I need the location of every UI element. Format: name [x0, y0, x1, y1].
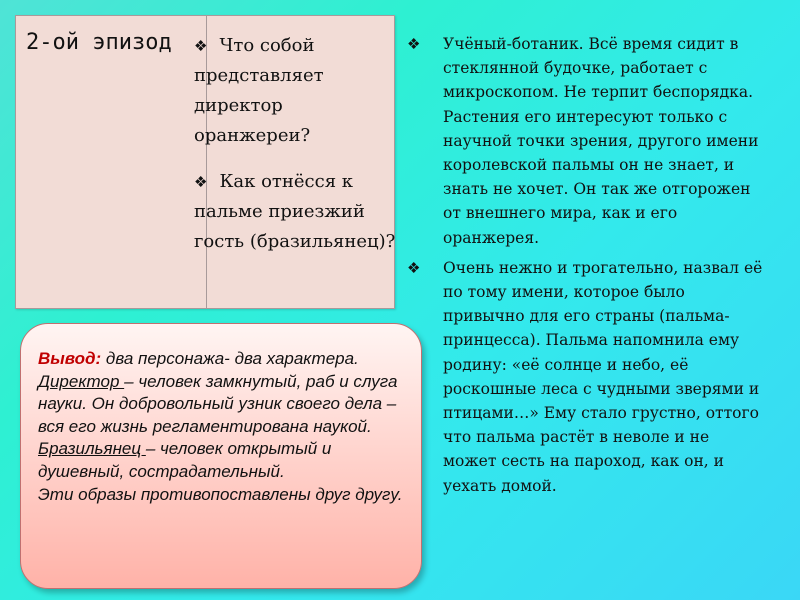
- conclusion-label: Вывод:: [38, 349, 102, 368]
- diamond-bullet-icon: ❖: [194, 173, 208, 191]
- episode-title: 2-ой эпизод: [26, 30, 172, 55]
- answer-text: Учёный-ботаник. Всё время сидит в стеклянной будочке, работает с микроскопом. Не терпит беспорядка. Растения его интересуют только с научной точки зрения, другого имени королевской пальмы он не знает, и знать не хочет. Он так же отгорожен от внешнего мира, как и его оранжерея.: [443, 35, 759, 247]
- answer-paragraph: [405, 32, 765, 250]
- answer-text: Очень нежно и трогательно, назвал её по тому имени, которое было привычно для его страны (пальма-принцесса). Пальма напомнила ему родину: «её солнце и небо, её роскошные леса с чудными зверями и птицами…» Ему стало грустно, оттого что пальма растёт в неволе и не может сесть на пароход, как он, и уехать домой.: [443, 258, 763, 495]
- question-item: [194, 167, 399, 257]
- conclusion-intro: два персонажа- два характера.: [101, 349, 359, 368]
- diamond-bullet-icon: ❖: [194, 37, 208, 55]
- conclusion-closing: Эти образы противопоставлены друг другу.: [38, 484, 403, 504]
- answer-paragraph: [405, 256, 765, 498]
- diamond-bullet-icon: ❖: [407, 258, 421, 277]
- episode-table: [15, 15, 395, 309]
- question-text: Как отнёсся к пальме приезжий гость (бразильянец)?: [194, 171, 396, 252]
- brazilian-term: Бразильянец: [38, 439, 146, 459]
- director-term: Директор: [38, 371, 125, 391]
- brazilian-description: – человек открытый и душевный, сострадательный.: [38, 439, 332, 481]
- conclusion-text: [38, 348, 410, 506]
- answers-text: [405, 32, 765, 504]
- director-description: – человек замкнутый, раб и слуга науки. Он добровольный узник своего дела – вся его жизнь регламентирована наукой.: [38, 371, 398, 436]
- question-text: Что собой представляет директор оранжереи?: [194, 35, 324, 146]
- diamond-bullet-icon: ❖: [407, 35, 421, 53]
- questions-cell: [194, 31, 399, 257]
- conclusion-callout: [20, 323, 422, 589]
- question-item: [194, 31, 399, 151]
